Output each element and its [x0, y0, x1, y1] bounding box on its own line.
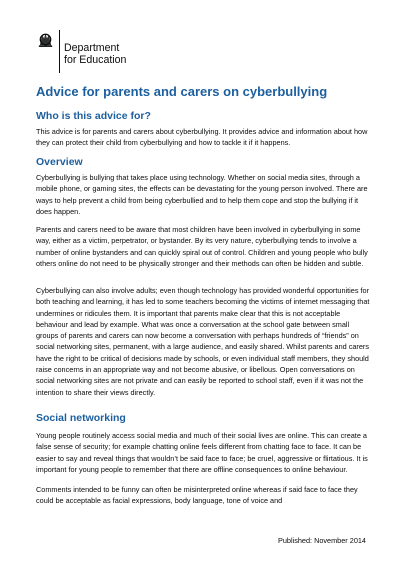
paragraph-overview-2: Parents and carers need to be aware that most children have been involved in cyberbullying in some way, either as a victim, perpetrator, or bystander. By its very nature, cyberbullying tends to involve a number of online bystanders and can quickly spiral out of control. Children and young people who bully others online do not need to be physically stronger and their methods can often be hidden and subtle.	[36, 225, 368, 268]
section-heading-audience: Who is this advice for?	[36, 110, 151, 122]
logo-wordmark	[64, 30, 126, 66]
document-title: Advice for parents and carers on cyberbullying	[36, 84, 328, 99]
paragraph-social-1: Young people routinely access social media and much of their social lives are online. This can create a false sense of security; for example chatting online feels different from chatting face to face. It can be easier to say and reveal things that wouldn’t be said face to face; be cruel, aggressive or flirtatious. It is important for young people to remember that there are offline consequences to online behaviour.	[36, 431, 368, 474]
royal-crest-icon	[36, 30, 55, 49]
logo-line-1: Department	[64, 42, 120, 54]
paragraph-overview-1: Cyberbullying is bullying that takes place using technology. Whether on social media sites, through a mobile phone, or gaming sites, the effects can be devastating for the young person involved. There are ways to help prevent a child from being cyberbullied and to help them cope and stop the bullying if it does happen.	[36, 173, 368, 216]
paragraph-audience: This advice is for parents and carers about cyberbullying. It provides advice and information about how they can protect their child from cyberbullying and how to tackle it if it happens.	[36, 127, 368, 148]
paragraph-overview-3: Cyberbullying can also involve adults; even though technology has provided wonderful opportunities for both teaching and learning, it has led to some teachers becoming the victims of internet messaging that undermines or ridicules them. It is important that parents make clear that this is not acceptable behaviour and lead by example. What was once a conversation at the school gate between small groups of parents and carers can now become a conversation with perhaps hundreds of “friends” on social networking sites, permanent, with a large audience, and easily shared. Whilst parents and carers have the right to be critical of decisions made by schools, or even individual staff members, they should raise concerns in an appropriate way and not become abusive, or libellous. Open conversations on social networking sites are not private and can easily be reported to school staff, even if it was not the intention to share their views directly.	[36, 286, 370, 397]
logo-line-2: for Education	[64, 53, 127, 66]
section-heading-overview: Overview	[36, 156, 83, 168]
paragraph-social-2: Comments intended to be funny can often be misinterpreted online whereas if said face to face they could be acceptable as facial expressions, body language, tone of voice and	[36, 485, 358, 506]
section-heading-social-networking: Social networking	[36, 412, 126, 424]
dfe-logo	[36, 30, 126, 73]
published-date: Published: November 2014	[277, 536, 366, 545]
logo-divider	[59, 30, 60, 73]
